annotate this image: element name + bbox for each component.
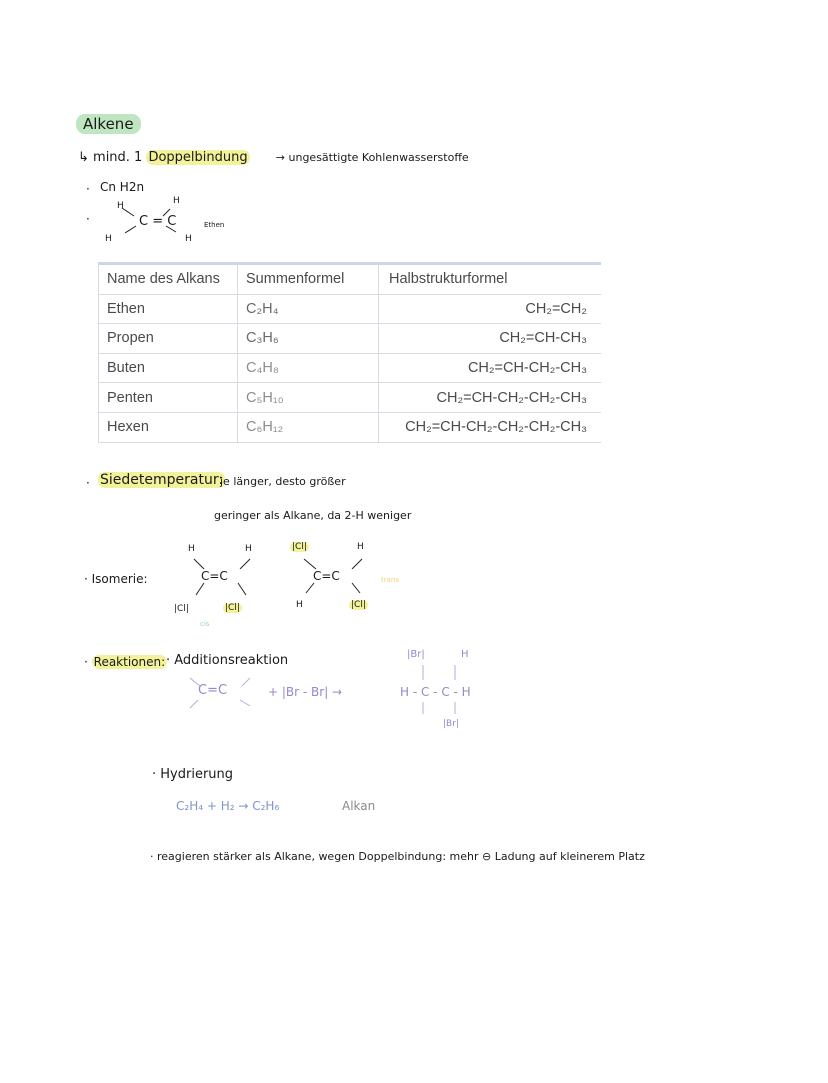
trans-h2: H [296, 600, 303, 610]
product-h-top: H [461, 649, 469, 660]
ethen-bond: C = C [139, 214, 177, 229]
product-br-bottom: |Br| [443, 719, 459, 729]
bond-line [240, 559, 250, 569]
product-bonds-svg [410, 660, 480, 720]
ethen-h1: H [117, 201, 124, 211]
table-row [99, 324, 602, 354]
bond-line [122, 208, 134, 216]
bond-line [238, 583, 246, 595]
table-cell: Ethen [99, 294, 238, 324]
bullet-dot: · [86, 182, 90, 196]
isomerie-label: · Isomerie: [84, 572, 148, 586]
bond-line [190, 700, 198, 708]
ethen-h3: H [105, 234, 112, 244]
trans-tag: trans [381, 576, 399, 584]
cis-bonds-svg [180, 553, 260, 603]
bullet-dot-2: · [86, 212, 90, 226]
table-cell: C₃H₆ [238, 324, 379, 354]
product-br-top: |Br| [407, 649, 425, 660]
trans-cl2: |Cl| [351, 600, 366, 610]
bond-line [196, 583, 204, 595]
table-row [99, 383, 602, 413]
ethen-label: Ethen [204, 221, 225, 229]
bond-line [242, 678, 250, 686]
bond-line [306, 583, 314, 593]
hydro-product: Alkan [342, 799, 376, 813]
table-header-cell: Halbstrukturformel [379, 264, 602, 295]
table-header-cell: Summenformel [238, 264, 379, 295]
cis-tag: cis [200, 620, 210, 628]
table-cell: Hexen [99, 412, 238, 442]
double-bond-highlight: Doppelbindung [148, 150, 248, 165]
intro-line: ↳ mind. 1 Doppelbindung → ungesättigte Kohlenwasserstoffe [78, 150, 469, 165]
reactions-label: · Reaktionen: [84, 655, 166, 669]
page-title: Alkene [76, 115, 141, 133]
table-cell: CH₂=CH-CH₂-CH₃ [379, 353, 602, 383]
ethen-h2: H [173, 196, 180, 206]
boiling-line2: geringer als Alkane, da 2-H weniger [214, 509, 412, 522]
reactant-bonds-svg [178, 672, 268, 716]
table-cell: CH₂=CH-CH₂-CH₂-CH₂-CH₃ [379, 412, 602, 442]
general-formula: Cn H2n [100, 180, 145, 194]
table-cell: C₆H₁₂ [238, 412, 379, 442]
hydro-label: · Hydrierung [152, 767, 234, 782]
bond-line [163, 209, 170, 216]
bond-line [352, 583, 360, 593]
table-row [99, 412, 602, 442]
bullet-dot-3: · [86, 476, 90, 490]
bond-line [304, 559, 316, 569]
table-cell: C₄H₈ [238, 353, 379, 383]
cis-h2: H [245, 544, 252, 554]
trans-cl1: |Cl| [292, 542, 307, 552]
boiling-line1: je länger, desto größer [220, 475, 346, 488]
ethen-h4: H [185, 234, 192, 244]
bond-line [352, 559, 362, 569]
plus-br2: + |Br - Br| → [268, 685, 343, 699]
cis-cl2: |Cl| [225, 603, 240, 613]
table-cell: CH₂=CH-CH₃ [379, 324, 602, 354]
bond-line [125, 226, 136, 233]
table-row [99, 294, 602, 324]
ethen-bonds-svg [100, 195, 200, 245]
table-cell: CH₂=CH-CH₂-CH₂-CH₃ [379, 383, 602, 413]
table-cell: C₅H₁₀ [238, 383, 379, 413]
table-cell: Penten [99, 383, 238, 413]
trans-h1: H [357, 542, 364, 552]
table-header-cell: Name des Alkans [99, 264, 238, 295]
cis-bond: C=C [201, 569, 228, 583]
table-row [99, 353, 602, 383]
cis-h1: H [188, 544, 195, 554]
bond-line [190, 678, 200, 686]
table-header-row [99, 264, 602, 295]
bond-line [240, 700, 250, 706]
table-cell: C₂H₄ [238, 294, 379, 324]
trans-bond: C=C [313, 569, 340, 583]
table-cell: Propen [99, 324, 238, 354]
table-cell: CH₂=CH₂ [379, 294, 602, 324]
cis-cl1: |Cl| [174, 604, 189, 614]
hydro-equation: C₂H₄ + H₂ → C₂H₆ [176, 799, 280, 813]
reactivity-note: · reagieren stärker als Alkane, wegen Doppelbindung: mehr ⊖ Ladung auf kleinerem Platz [150, 850, 645, 863]
bond-line [166, 226, 176, 232]
product-chain: H - C - C - H [400, 685, 471, 699]
alkene-table [98, 262, 601, 443]
addition-label: · Additionsreaktion [166, 653, 289, 668]
reactant-bond: C=C [198, 683, 228, 698]
bond-line [194, 559, 204, 569]
boiling-label: Siedetemperatur: [100, 472, 224, 488]
table-cell: Buten [99, 353, 238, 383]
trans-bonds-svg [290, 553, 380, 603]
